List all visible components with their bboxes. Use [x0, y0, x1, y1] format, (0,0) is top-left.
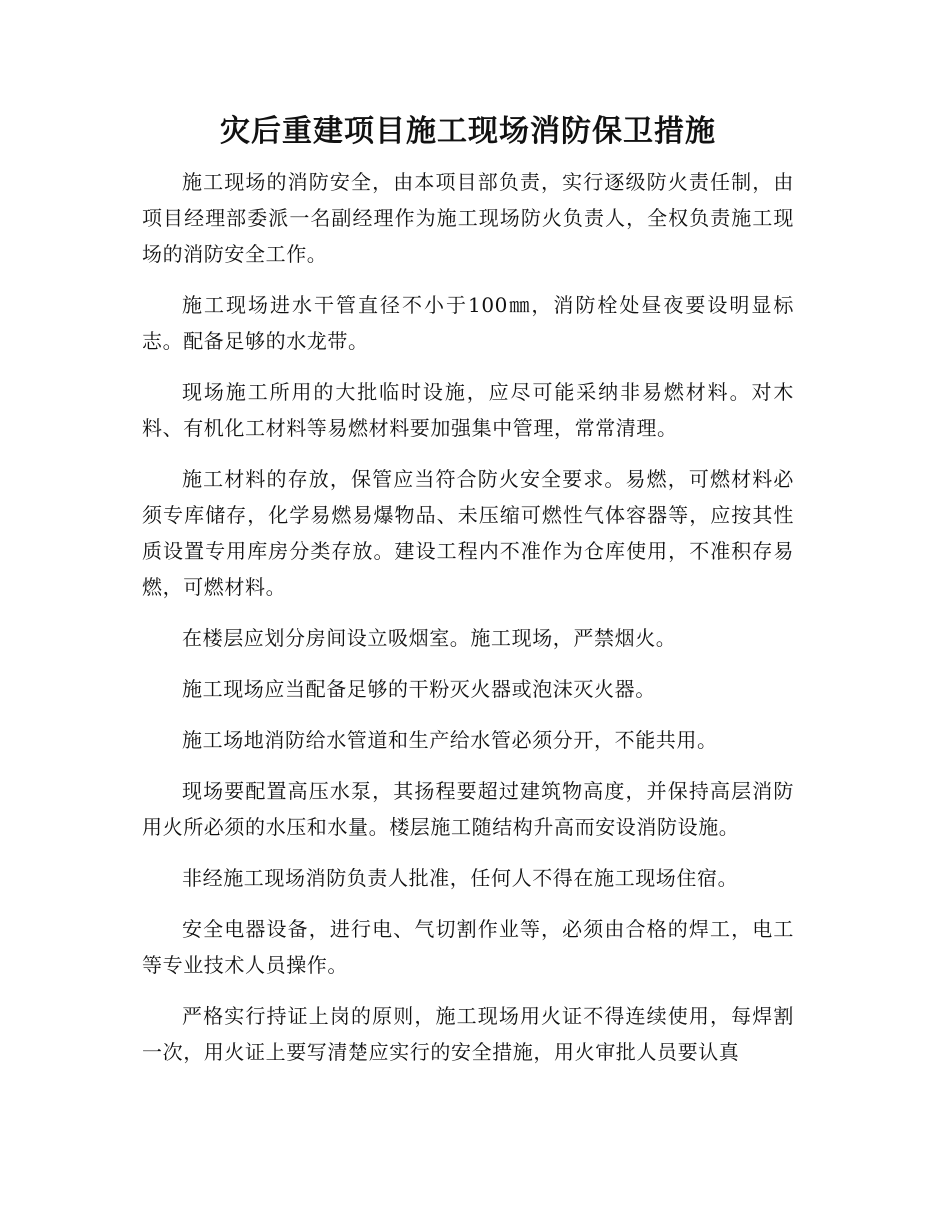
paragraph-qualified-operators: 安全电器设备，进行电、气切割作业等，必须由合格的焊工，电工等专业技术人员操作。 [142, 917, 794, 977]
paragraph-water-main: 施工现场进水干管直径不小于100㎜，消防栓处昼夜要设明显标志。配备足够的水龙带。 [142, 293, 794, 353]
paragraph-no-lodging: 非经施工现场消防负责人批准，任何人不得在施工现场住宿。 [182, 866, 739, 890]
paragraph-fire-responsibility: 施工现场的消防安全，由本项目部负责，实行逐级防火责任制，由项目经理部委派一名副经理作为施工现场防火负责人，全权负责施工现场的消防安全工作。 [142, 170, 794, 266]
paragraph-smoking-room: 在楼层应划分房间设立吸烟室。施工现场，严禁烟火。 [182, 626, 677, 650]
paragraph-material-storage: 施工材料的存放，保管应当符合防火安全要求。易燃，可燃材料必须专库储存，化学易燃易爆物品、未压缩可燃性气体容器等，应按其性质设置专用库房分类存放。建设工程内不准作为仓库使用，不准积存易燃，可燃材料。 [142, 467, 794, 599]
paragraph-water-pipes: 施工场地消防给水管道和生产给水管必须分开，不能共用。 [182, 728, 718, 752]
paragraph-high-pressure-pump: 现场要配置高压水泵，其扬程要超过建筑物高度，并保持高层消防用火所必须的水压和水量。楼层施工随结构升高而安设消防设施。 [142, 779, 794, 839]
paragraph-extinguishers: 施工现场应当配备足够的干粉灭火器或泡沫灭火器。 [182, 677, 656, 701]
document-title: 灾后重建项目施工现场消防保卫措施 [220, 114, 716, 149]
paragraph-temporary-facilities: 现场施工所用的大批临时设施，应尽可能采纳非易燃材料。对木料、有机化工材料等易燃材料要加强集中管理，常常清理。 [142, 380, 794, 440]
document-page [142, 0, 794, 1230]
document-body [142, 164, 794, 1085]
paragraph-fire-permit: 严格实行持证上岗的原则，施工现场用火证不得连续使用，每焊割一次，用火证上要写清楚应实行的安全措施，用火审批人员要认真 [142, 1004, 794, 1064]
